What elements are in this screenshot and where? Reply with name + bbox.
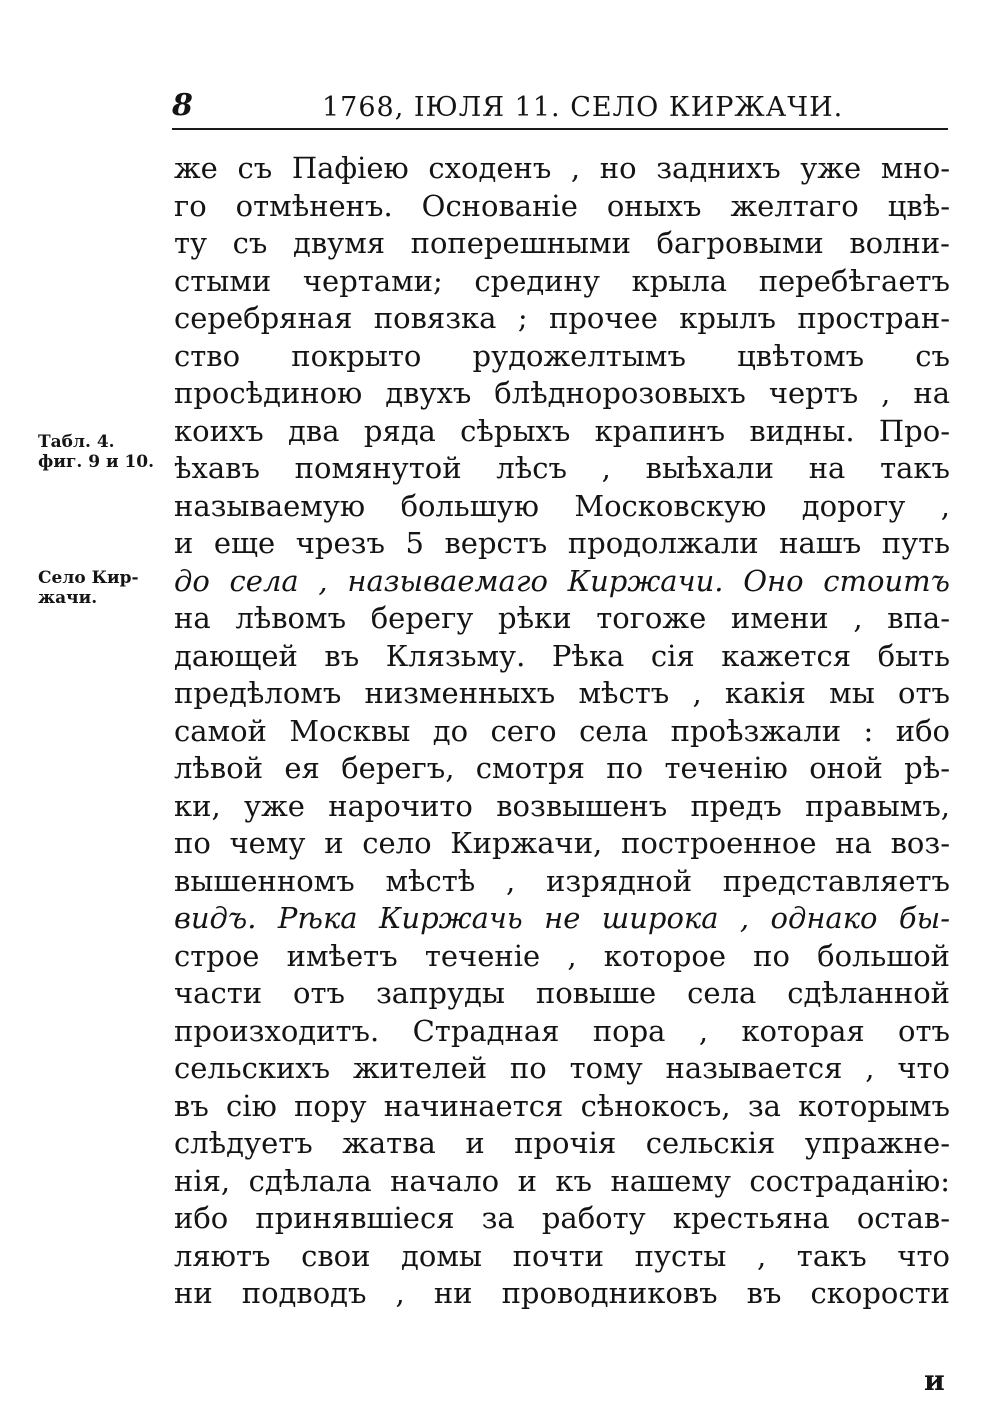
text-line: строе имѣетъ теченіе , которое по большой <box>174 938 950 973</box>
text-line: ни подводъ , ни проводниковъ въ скорости <box>174 1276 950 1310</box>
text-line: слѣдуетъ жатва и прочія сельскія упражне- <box>174 1126 950 1160</box>
text-line: на лѣвомъ берегу рѣки тогоже имени , впа- <box>174 601 950 635</box>
text-line: го отмѣненъ. Основаніе оныхъ желтаго цвѣ- <box>174 188 950 223</box>
text-line: произходитъ. Страдная пора , которая отъ <box>174 1013 950 1048</box>
text-line: просѣдиною двухъ блѣднорозовыхъ чертъ , на <box>174 376 950 410</box>
text-line: въ сію пору начинается сѣнокосъ, за которымъ <box>174 1088 950 1123</box>
text-line: предѣломъ низменныхъ мѣстъ , какія мы отъ <box>174 676 950 710</box>
text-line: и еще чрезъ 5 верстъ продолжали нашъ путь <box>174 526 950 560</box>
text-line: ки, уже нарочито возвышенъ предъ правымъ, <box>174 788 950 823</box>
text-line: же съ Пафіею сходенъ , но заднихъ уже мно- <box>174 151 950 185</box>
text-line: лѣвой ея берегъ, смотря по теченію оной рѣ- <box>174 751 950 785</box>
text-line: вышенномъ мѣстѣ , изрядной представляетъ <box>174 863 950 898</box>
catchword: и <box>924 1364 945 1397</box>
text-line: ство покрыто рудожелтымъ цвѣтомъ съ <box>174 338 950 373</box>
text-line: коихъ два ряда сѣрыхъ крапинъ видны. Про- <box>174 413 950 448</box>
margin-note-table-reference <box>38 432 168 472</box>
text-line: по чему и село Киржачи, построенное на воз- <box>174 826 950 860</box>
text-line: нія, сдѣлала начало и къ нашему состраданію: <box>174 1163 950 1198</box>
text-line: ту съ двумя поперешными багровыми волни- <box>174 226 950 260</box>
text-line: называемую большую Московскую дорогу , <box>174 488 950 523</box>
text-line: части отъ запруды повыше села сдѣланной <box>174 976 950 1010</box>
margin-note-village-name <box>38 568 168 608</box>
text-line: ѣхавъ помянутой лѣсъ , выѣхали на такъ <box>174 451 950 485</box>
text-line: самой Москвы до сего села проѣзжали : ибо <box>174 713 950 748</box>
margin-note-line: Табл. 4. <box>38 432 115 452</box>
margin-note-line: фиг. 9 и 10. <box>38 452 155 472</box>
page-header <box>172 84 948 130</box>
page-number: 8 <box>172 88 193 123</box>
margin-note-line: жачи. <box>38 588 98 608</box>
text-line: ляютъ свои домы почти пусты , такъ что <box>174 1238 950 1273</box>
margin-note-line: Село Кир- <box>38 568 139 588</box>
text-line: серебряная повязка ; прочее крылъ простран- <box>174 301 950 335</box>
text-line: сельскихъ жителей по тому называется , что <box>174 1051 950 1085</box>
running-head: 1768, ІЮЛЯ 11. СЕЛО КИРЖАЧИ. <box>322 92 844 123</box>
text-line: дающей въ Клязьму. Рѣка сія кажется быть <box>174 638 950 673</box>
text-line: ибо принявшіеся за работу крестьяна остав- <box>174 1201 950 1235</box>
body-text <box>174 150 950 1313</box>
text-line: стыми чертами; средину крыла перебѣгаетъ <box>174 263 950 298</box>
text-line: до села , называемаго Киржачи. Оно стоитъ <box>174 563 950 598</box>
text-line: видъ. Рѣка Киржачь не широка , однако бы- <box>174 901 950 935</box>
